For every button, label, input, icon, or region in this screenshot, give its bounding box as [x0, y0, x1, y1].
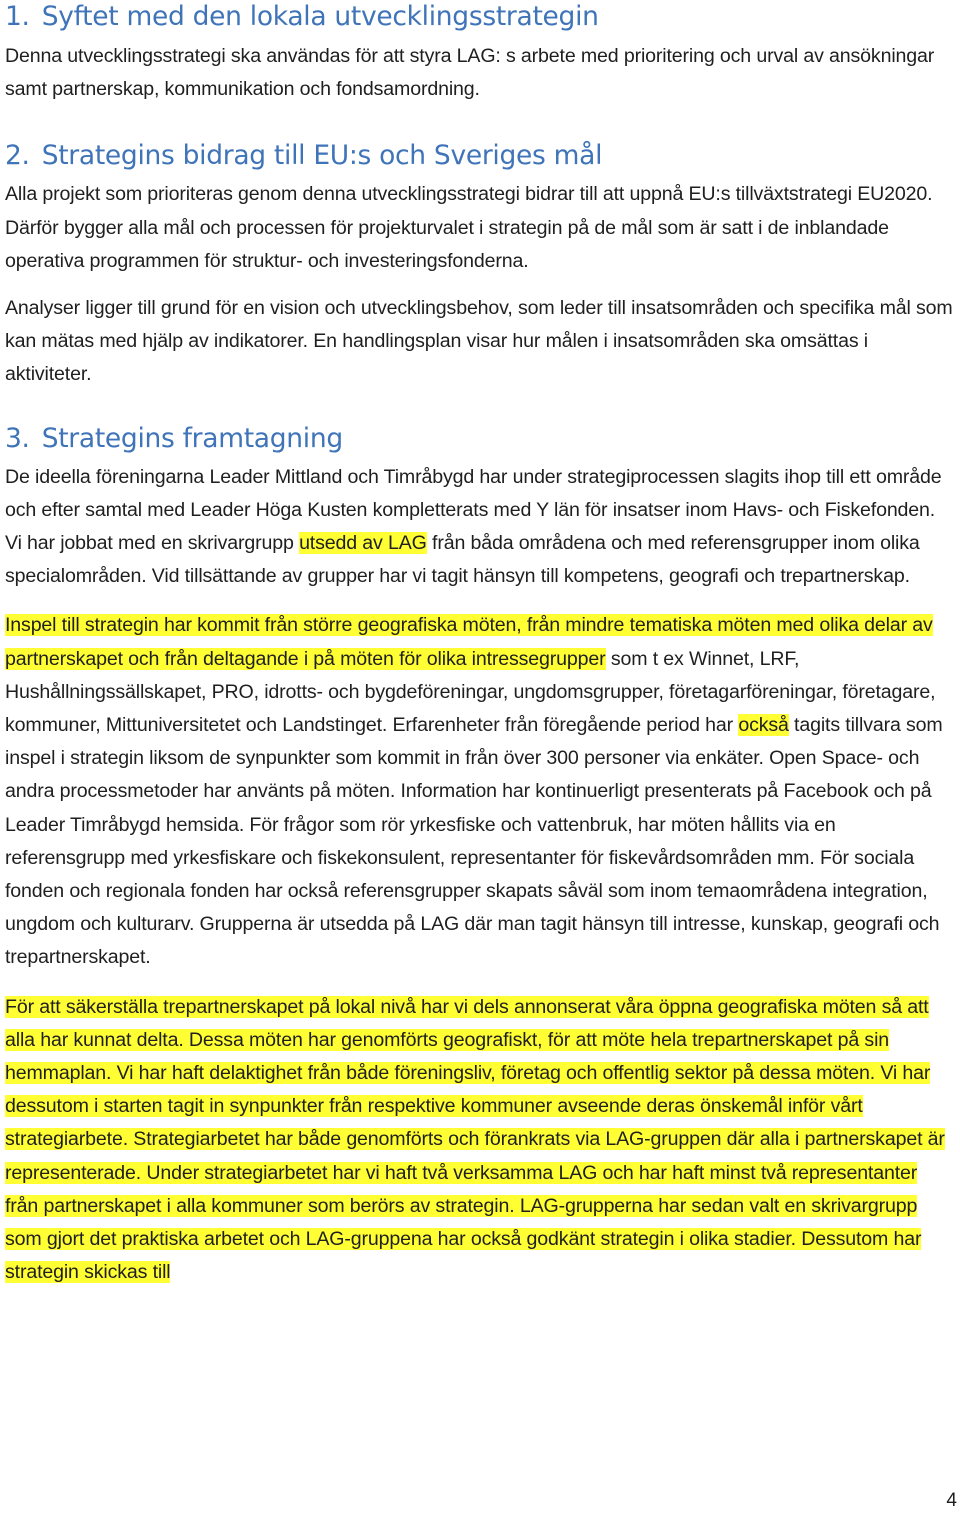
paragraph-strategy-process — [5, 461, 953, 594]
paragraph-input — [5, 609, 953, 974]
section-number: 2. — [5, 140, 30, 172]
section-number: 3. — [5, 422, 30, 454]
section-title: Strategins framtagning — [41, 422, 343, 454]
paragraph-tripartnership — [5, 991, 953, 1290]
section-title: Strategins bidrag till EU:s och Sveriges mål — [41, 140, 603, 172]
paragraph-analysis: Analyser ligger till grund för en vision och utvecklingsbehov, som leder till insatsområden och specifika mål som kan mätas med hjälp av indikatorer. En handlingsplan visar hur målen i insatsområden ska omsättas i aktiviteter. — [5, 297, 953, 386]
section-title: Syftet med den lokala utvecklingsstrategin — [41, 1, 599, 32]
text-run: från båda områdena och med referensgrupper inom olika specialområden. Vid tillsättande av grupper har vi tagit hänsyn till kompetens, geografi och trepartnerskap. — [5, 532, 920, 588]
section-heading-3 — [5, 422, 953, 456]
document-page — [5, 0, 953, 1290]
text-run: De ideella föreningarna Leader Mittland och Timråbygd har under strategiprocessen slagits ihop till ett område och efter samtal med Leader Höga Kusten kompletterats med Y län för insatser inom Havs- och Fiskefonden. Vi har jobbat med en skrivargrupp — [5, 465, 942, 555]
page-number: 4 — [946, 1490, 957, 1511]
paragraph-eu-goals: Alla projekt som prioriteras genom denna utvecklingsstrategi bidrar till att uppnå EU:s tillväxtstrategi EU2020. Därför bygger alla mål och processen för projekturvalet i strategin på de mål som är satt i de inblandade operativa programmen för struktur- och investeringsfonderna. — [5, 183, 933, 272]
paragraph-purpose: Denna utvecklingsstrategi ska användas för att styra LAG: s arbete med prioritering och urval av ansökningar samt partnerskap, kommunikation och fondsamordning. — [5, 45, 935, 101]
highlighted-text: För att säkerställa trepartnerskapet på lokal nivå har vi dels annonserat våra öppna geografiska möten så att alla har kunnat delta. Dessa möten har genomförts geografiskt, för att möte hela trepartnerskapet på sin hemmaplan. Vi har haft delaktighet från både föreningsliv, företag och offentlig sektor på dessa möten. Vi har dessutom i starten tagit in synpunkter från respektive kommuner avseende deras önskemål inför vårt strategiarbete. Strategiarbetet har både genomförts och förankrats via LAG-gruppen där alla i partnerskapet är representerade. Under strategiarbetet har vi haft två verksamma LAG och har haft minst två representanter från partnerskapet i alla kommuner som berörs av strategin. LAG-grupperna har sedan valt en skrivargrupp som gjort det praktiska arbetet och LAG-gruppena har också godkänt strategin i olika stadier. Dessutom har strategin skickas till — [5, 995, 945, 1284]
highlighted-text: Inspel till strategin har kommit från större geografiska möten, från mindre tematiska möten med olika delar av partnerskapet och från deltagande i på möten för olika intressegrupper — [5, 614, 933, 670]
section-number: 1. — [5, 1, 30, 32]
highlighted-text: utsedd av LAG — [299, 532, 427, 555]
section-heading-1 — [5, 0, 953, 34]
text-run: tagits tillvara som inspel i strategin liksom de synpunkter som kommit in från över 300 personer via enkäter. Open Space- och andra processmetoder har använts på möten. Information har kontinuerligt presenterats på Facebook och på Leader Timråbygd hemsida. För frågor som rör yrkesfiske och vattenbruk, har möten hållits via en referensgrupp med yrkesfiskare och fiskekonsulent, representanter för fiskevårdsområden mm. För sociala fonden och regionala fonden har också referensgrupper skapats såväl som inom temaområdena integration, ungdom och kulturarv. Grupperna är utsedda på LAG där man tagit hänsyn till intresse, kunskap, geografi och trepartnerskapet. — [5, 714, 943, 969]
section-heading-2 — [5, 139, 953, 173]
highlighted-text: också — [738, 714, 789, 737]
text-run: som t ex Winnet, LRF, Hushållningssällskapet, PRO, idrotts- och bygdeföreningar, ungdomsgrupper, företagarföreningar, företagare, kommuner, Mittuniversitetet och Landstinget. Erfarenheter från föregående period har — [5, 647, 936, 737]
